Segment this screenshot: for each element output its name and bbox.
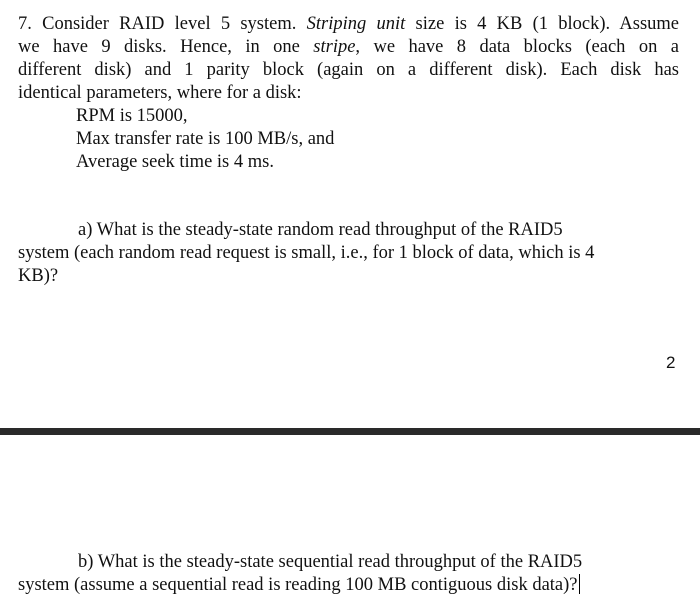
page-number: 2: [666, 353, 676, 372]
page-divider: [0, 428, 700, 435]
param-rpm: RPM is 15000,: [76, 106, 188, 126]
question-line-1: 7. Consider RAID level 5 system. Striping unit size is 4 KB (1 block). Assume: [18, 14, 679, 34]
text-cursor: [579, 574, 580, 594]
question-number: 7.: [18, 14, 32, 34]
part-a-line-1: a) What is the steady-state random read throughput of the RAID5: [78, 220, 563, 240]
part-a-line-3: KB)?: [18, 266, 59, 286]
stripe-term: stripe: [313, 37, 356, 57]
question-line-2: we have 9 disks. Hence, in one stripe, we have 8 data blocks (each on a: [18, 37, 679, 57]
question-line-3: different disk) and 1 parity block (again on a different disk). Each disk has: [18, 60, 679, 80]
striping-unit-term: Striping unit: [306, 14, 406, 34]
param-seek-time: Average seek time is 4 ms.: [76, 152, 274, 172]
part-a-line-2: system (each random read request is small, i.e., for 1 block of data, which is 4: [18, 243, 595, 263]
param-transfer-rate: Max transfer rate is 100 MB/s, and: [76, 129, 335, 149]
question-line-4: identical parameters, where for a disk:: [18, 83, 302, 103]
part-b-line-1: b) What is the steady-state sequential read throughput of the RAID5: [78, 552, 583, 572]
part-b-line-2[interactable]: system (assume a sequential read is reading 100 MB contiguous disk data)?: [18, 575, 578, 595]
